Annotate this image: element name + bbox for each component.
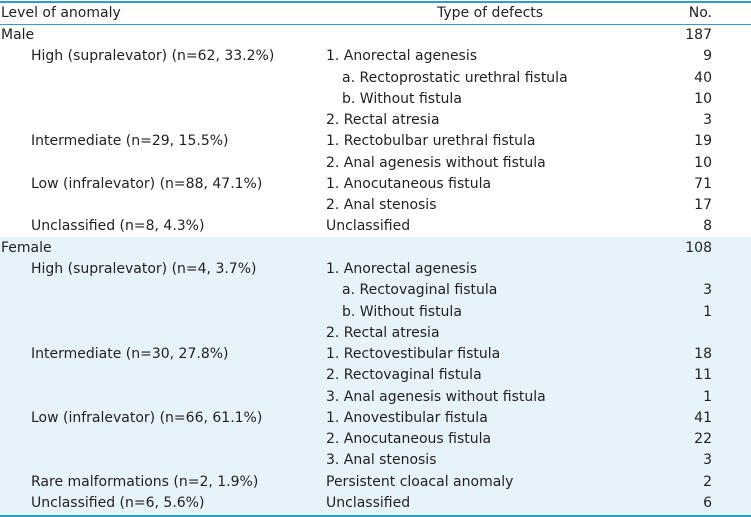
defect-type-cell: 2. Anal stenosis	[326, 197, 437, 214]
level-cell: Female	[1, 239, 52, 256]
count-cell: 22	[694, 431, 712, 448]
table-row	[0, 387, 751, 408]
table-row	[0, 195, 751, 216]
table-row	[0, 46, 751, 67]
table-row	[0, 408, 751, 429]
defect-type-cell: a. Rectovaginal fistula	[342, 282, 498, 299]
level-cell: Unclassified (n=6, 5.6%)	[31, 494, 205, 511]
count-cell: 1	[703, 388, 712, 405]
level-cell: Low (infralevator) (n=66, 61.1%)	[31, 409, 263, 426]
defect-type-cell: 1. Rectovestibular fistula	[326, 346, 501, 363]
count-cell: 3	[703, 452, 712, 469]
count-cell: 10	[694, 90, 712, 107]
count-cell: 11	[694, 367, 712, 384]
defect-type-cell: 2. Anocutaneous fistula	[326, 431, 492, 448]
count-cell: 19	[694, 133, 712, 150]
header-type-of-defects: Type of defects	[437, 5, 544, 21]
defect-type-cell: a. Rectoprostatic urethral fistula	[342, 69, 568, 86]
count-cell: 108	[685, 239, 712, 256]
defect-type-cell: 1. Anorectal agenesis	[326, 48, 478, 65]
defect-type-cell: b. Without fistula	[342, 303, 462, 320]
defect-type-cell: 1. Anocutaneous fistula	[326, 175, 492, 192]
count-cell: 2	[703, 473, 712, 490]
count-cell: 3	[703, 112, 712, 129]
level-cell: High (supralevator) (n=62, 33.2%)	[31, 48, 275, 65]
table-row	[0, 493, 751, 514]
defect-type-cell: 1. Anorectal agenesis	[326, 260, 478, 277]
table-row	[0, 302, 751, 323]
defect-type-cell: Unclassified	[326, 494, 411, 511]
count-cell: 18	[694, 346, 712, 363]
table-row	[0, 450, 751, 471]
table-row	[0, 429, 751, 450]
level-cell: Intermediate (n=30, 27.8%)	[31, 346, 229, 363]
table-row	[0, 259, 751, 280]
table-row	[0, 344, 751, 365]
table-row	[0, 68, 751, 89]
count-cell: 17	[694, 197, 712, 214]
table-row	[0, 89, 751, 110]
group-row-male	[0, 25, 751, 46]
defect-type-cell: 3. Anal agenesis without fistula	[326, 388, 546, 405]
count-cell: 41	[694, 409, 712, 426]
defect-type-cell: 3. Anal stenosis	[326, 452, 437, 469]
table-row	[0, 216, 751, 237]
count-cell: 10	[694, 154, 712, 171]
defect-type-cell: b. Without fistula	[342, 90, 462, 107]
table-row	[0, 365, 751, 386]
header-level-of-anomaly: Level of anomaly	[1, 5, 121, 21]
table-row	[0, 131, 751, 152]
defect-type-cell: Persistent cloacal anomaly	[326, 473, 514, 490]
level-cell: High (supralevator) (n=4, 3.7%)	[31, 260, 257, 277]
level-cell: Male	[1, 27, 35, 43]
defect-type-cell: 2. Rectal atresia	[326, 112, 440, 129]
group-row-female	[0, 238, 751, 259]
level-cell: Rare malformations (n=2, 1.9%)	[31, 473, 259, 490]
level-cell: Intermediate (n=29, 15.5%)	[31, 133, 229, 150]
defect-type-cell: 2. Rectal atresia	[326, 324, 440, 341]
table-row	[0, 472, 751, 493]
table-row	[0, 174, 751, 195]
table-row	[0, 323, 751, 344]
table-row	[0, 280, 751, 301]
table-row	[0, 110, 751, 131]
count-cell: 40	[694, 69, 712, 86]
count-cell: 1	[703, 303, 712, 320]
defect-type-cell: 1. Anovestibular fistula	[326, 409, 488, 426]
defect-type-cell: 1. Rectobulbar urethral fistula	[326, 133, 536, 150]
defect-type-cell: 2. Rectovaginal fistula	[326, 367, 482, 384]
table-row	[0, 153, 751, 174]
count-cell: 6	[703, 494, 712, 511]
defect-type-cell: 2. Anal agenesis without fistula	[326, 154, 546, 171]
level-cell: Low (infralevator) (n=88, 47.1%)	[31, 175, 263, 192]
count-cell: 71	[694, 175, 712, 192]
count-cell: 3	[703, 282, 712, 299]
count-cell: 8	[703, 218, 712, 235]
count-cell: 9	[703, 48, 712, 65]
level-cell: Unclassified (n=8, 4.3%)	[31, 218, 205, 235]
count-cell: 187	[685, 27, 712, 43]
header-number: No.	[688, 5, 712, 21]
defect-type-cell: Unclassified	[326, 218, 411, 235]
